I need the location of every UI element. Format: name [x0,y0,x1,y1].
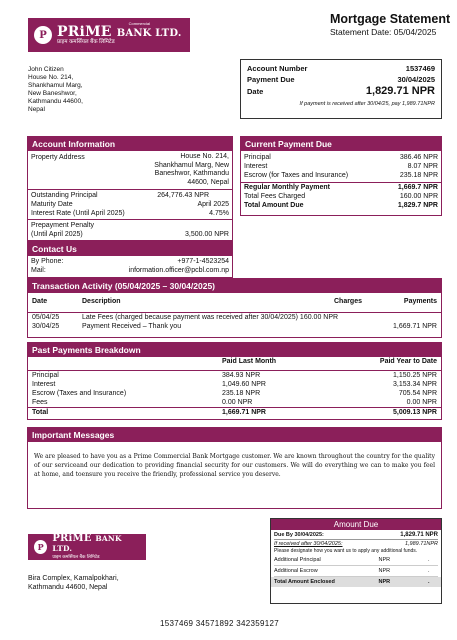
past-payments-box [27,342,442,420]
current-payment-box [240,136,442,216]
transaction-table [28,297,441,331]
col-paid-last-month: Paid Last Month [222,358,277,365]
due-by-label: Due By 30/04/2025: [274,532,324,538]
account-information-header: Account Information [28,137,232,151]
amount-due-box [270,518,442,604]
property-address-value: House No. 214, Shankhamul Marg, New Baneshwor, Kathmandu 44600, Nepal [154,153,229,186]
table-row: Interest 1,049.60 NPR 3,153.34 NPR [32,380,437,388]
footer-codes: 1537469 34571892 342359127 [160,619,280,628]
table-row: 30/04/25 Payment Received – Thank you 1,669.71 NPR [32,322,437,330]
amount-due-header: Amount Due [271,519,441,530]
customer-address: John Citizen House No. 214, Shankhamul Marg, New Baneshwor, Kathmandu 44600, Nepal [28,66,83,113]
property-address-label: Property Address [31,154,85,161]
interest-row: Interest 8.07 NPR [244,163,438,170]
bank-tagline: Commercial [128,21,150,26]
account-information-box [27,136,233,241]
table-row: Escrow (Taxes and Insurance) 235.18 NPR 705.54 NPR [32,389,437,397]
col-payments: Payments [403,298,437,305]
transaction-activity-header: Transaction Activity (05/04/2025 – 30/04/2025) [28,279,441,293]
escrow-row: Escrow (for Taxes and Insurance) 235.18 NPR [244,172,438,179]
past-payments-header: Past Payments Breakdown [28,343,441,357]
principal-row: Principal 386.46 NPR [244,154,438,161]
return-address: Bira Complex, Kamalpokhari, Kathmandu 44600, Nepal [28,575,119,591]
late-amount-value: 1,989.71NPR [404,541,438,547]
col-description: Description [82,298,121,305]
prepayment-penalty-row: Prepayment Penalty (Until April 2025) 3,500.00 NPR [31,222,229,238]
additional-principal-row[interactable]: Additional Principal NPR . [274,555,438,566]
bank-emblem-icon: P [34,26,52,44]
mail-label: Mail: [31,267,46,274]
regular-payment-row: Regular Monthly Payment 1,669.7 NPR [244,184,438,191]
payment-due-value: 30/04/2025 [397,75,435,84]
designate-funds-note: Please designate how you want us to apply any additional funds. [274,548,418,554]
mail-value[interactable]: information.officer@pcbl.com.np [128,267,229,274]
important-messages-header: Important Messages [28,428,441,442]
late-amount-label: If received after 30/04/2025: [274,541,343,547]
statement-title: Mortgage Statement [330,12,451,26]
col-paid-year-to-date: Paid Year to Date [379,358,437,365]
bank-subtitle: प्राइम कमर्सियल बैंक लिमिटेड [57,38,115,45]
contact-us-box [27,241,233,278]
past-payments-table [28,357,441,417]
fees-charged-row: Total Fees Charged 160.00 NPR [244,193,438,200]
payment-due-label: Payment Due [247,75,295,84]
amount-label: Date [247,87,264,96]
bank-emblem-icon: P [34,540,47,554]
phone-value[interactable]: +977-1-4523254 [177,258,229,265]
contact-us-header: Contact Us [28,242,232,256]
bank-logo-bottom: P PRiME BANK LTD. प्राइम कमर्सियल बैंक लिमिटेड [28,534,146,560]
bank-logo [28,18,190,52]
due-by-value: 1,829.71 NPR [400,532,438,538]
outstanding-principal-row: Outstanding Principal 264,776.43 NPR [31,192,209,199]
transaction-activity-box [27,278,442,338]
additional-escrow-row[interactable]: Additional Escrow NPR . [274,566,438,577]
account-number-value: 1537469 [405,64,435,73]
statement-date: Statement Date: 05/04/2025 [330,27,437,37]
current-payment-header: Current Payment Due [241,137,441,151]
table-row: 05/04/25 Late Fees (charged because payment was received after 30/04/2025) 160.00 NPR [32,313,339,321]
message-body: We are pleased to have you as a Prime Commercial Bank Mortgage customer. We are known throughout the country for the quality of our serviceand our dedication to providing financial security for our customers. We will do everything we can to make you feel at home, and toensure you receive the friendly, professional service you deserve. [34,453,435,478]
amount-value: 1,829.71 NPR [365,85,435,97]
phone-label: By Phone: [31,258,64,265]
table-row: Principal 384.93 NPR 1,150.25 NPR [32,371,437,379]
interest-rate-row: Interest Rate (Until April 2025) 4.75% [31,210,229,217]
bank-name: PRiME BANK LTD. [57,23,182,40]
col-date: Date [32,298,48,305]
account-number-label: Account Number [247,64,308,73]
important-messages-box [27,427,442,509]
table-row: Fees 0.00 NPR 0.00 NPR [32,398,437,406]
col-charges: Charges [333,298,362,305]
maturity-date-row: Maturity Date April 2025 [31,201,229,208]
late-payment-note: If payment is received after 30/04/25, pay 1,989.71NPR [299,101,435,107]
total-due-row: Total Amount Due 1,829.7 NPR [244,202,438,209]
table-row: Total 1,669.71 NPR 5,009.13 NPR [28,407,441,417]
summary-box [240,59,442,119]
total-enclosed-row[interactable]: Total Amount Enclosed NPR . [271,577,441,587]
